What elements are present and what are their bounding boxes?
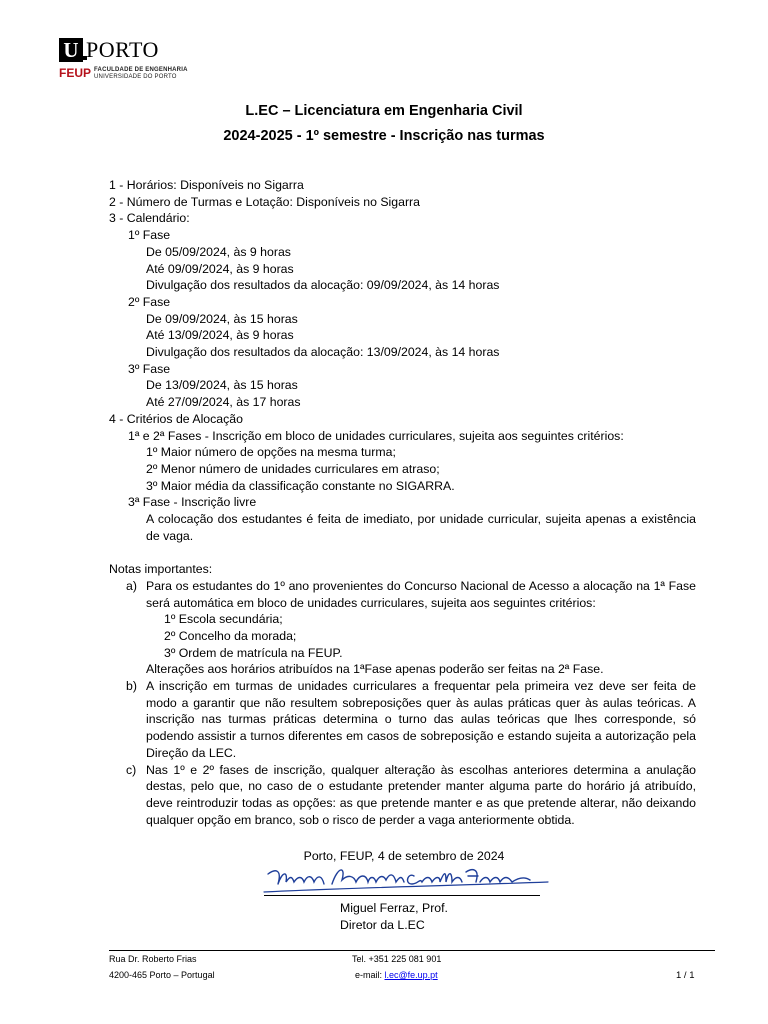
note-a-criteria-2: 2º Concelho da morada; — [164, 628, 297, 643]
item-criteria: 4 - Critérios de Alocação — [109, 411, 243, 426]
item-calendar: 3 - Calendário: — [109, 211, 190, 226]
footer-email-link[interactable]: l.ec@fe.up.pt — [384, 970, 438, 980]
phase-2-end: Até 13/09/2024, às 9 horas — [146, 328, 294, 343]
phase-1-end: Até 09/09/2024, às 9 horas — [146, 261, 294, 276]
logo-u-mark: U — [59, 38, 83, 62]
document-title: L.EC – Licenciatura em Engenharia Civil — [245, 103, 523, 119]
notes-heading: Notas importantes: — [109, 562, 213, 577]
document-subtitle: 2024-2025 - 1º semestre - Inscrição nas turmas — [223, 128, 545, 144]
criteria-phase-3: 3ª Fase - Inscrição livre — [128, 495, 257, 510]
criteria-2: 2º Menor número de unidades curriculares em atraso; — [146, 461, 440, 476]
phase-3-start: De 13/09/2024, às 15 horas — [146, 378, 298, 393]
phase-2-start: De 09/09/2024, às 15 horas — [146, 311, 298, 326]
item-classes: 2 - Número de Turmas e Lotação: Disponíveis no Sigarra — [109, 194, 420, 209]
footer-email — [355, 970, 438, 981]
page-number: 1 / 1 — [676, 970, 695, 981]
criteria-3: 3º Maior média da classificação constante no SIGARRA. — [146, 478, 455, 493]
item-schedules: 1 - Horários: Disponíveis no Sigarra — [109, 178, 304, 192]
note-b-marker: b) — [126, 679, 137, 694]
note-b-text: A inscrição em turmas de unidades curriculares a frequentar pela primeira vez deve ser feita de modo a garantir que não resultem sobreposições quer às aulas práticas quer às aulas teóricas. A inscrição nas turmas práticas determina o turno das aulas teóricas que lhes corresponde, só podendo assistir a turnos diferentes em casos de sobreposição e estando sujeita a autorização pela Direção da LEC. — [146, 679, 696, 760]
note-c-marker: c) — [126, 762, 137, 777]
phase-3-end: Até 27/09/2024, às 17 horas — [146, 395, 301, 410]
phase-3-heading: 3º Fase — [128, 361, 171, 376]
footer-phone: Tel. +351 225 081 901 — [352, 954, 442, 964]
footer-email-label: e-mail: — [355, 970, 385, 980]
note-a-criteria-3: 3º Ordem de matrícula na FEUP. — [164, 645, 343, 660]
note-a-text: Para os estudantes do 1º ano provenientes do Concurso Nacional de Acesso a alocação na 1ª Fase será automática em bloco de unidades curriculares, sujeita aos seguintes critérios: — [146, 578, 696, 610]
footer-divider — [109, 950, 715, 951]
signatory-name: Miguel Ferraz, Prof. — [340, 901, 448, 915]
note-a-marker: a) — [126, 578, 137, 593]
signatory-role: Diretor da L.EC — [340, 917, 425, 932]
criteria-phases-1-2: 1ª e 2ª Fases - Inscrição em bloco de unidades curriculares, sujeita aos seguintes critérios: — [128, 428, 624, 443]
footer-address-city: 4200-465 Porto – Portugal — [109, 970, 215, 980]
phase-1-heading: 1º Fase — [128, 228, 171, 243]
note-b — [109, 678, 696, 762]
place-date: Porto, FEUP, 4 de setembro de 2024 — [303, 849, 505, 863]
phase-2-heading: 2º Fase — [128, 294, 171, 309]
note-a-criteria-1: 1º Escola secundária; — [164, 612, 283, 627]
signature-line — [264, 895, 540, 896]
logo-faculty-line1: FACULDADE DE ENGENHARIA — [94, 67, 188, 73]
note-a-changes: Alterações aos horários atribuídos na 1ªFase apenas poderão ser feitas na 2ª Fase. — [146, 662, 604, 677]
note-c-text: Nas 1º e 2º fases de inscrição, qualquer alteração às escolhas anteriores determina a anulação destas, pelo que, no caso de o estudante pretender manter alguma parte do horário já atribuído, deve reintroduzir todas as opções: as que pretende manter e as que pretende alterar, não deixando qualquer opção em branco, sob o risco de perder a vaga anteriormente obtida. — [146, 762, 696, 827]
university-logo — [59, 36, 199, 86]
phase-2-results: Divulgação dos resultados da alocação: 13/09/2024, às 14 horas — [146, 345, 500, 360]
note-c — [109, 762, 696, 829]
criteria-phase-3-text: A colocação dos estudantes é feita de imediato, por unidade curricular, sujeita apenas a existência de vaga. — [146, 512, 696, 543]
phase-1-start: De 05/09/2024, às 9 horas — [146, 244, 291, 259]
phase-1-results: Divulgação dos resultados da alocação: 09/09/2024, às 14 horas — [146, 278, 500, 293]
logo-feup-text: FEUP — [59, 66, 92, 80]
logo-faculty-line2: UNIVERSIDADE DO PORTO — [94, 73, 177, 80]
footer-address-street: Rua Dr. Roberto Frias — [109, 954, 197, 964]
logo-porto-text: PORTO — [86, 37, 159, 62]
note-a — [109, 578, 696, 611]
signatory — [340, 900, 448, 933]
logo-faculty-text — [94, 67, 188, 80]
document-body — [109, 177, 696, 828]
criteria-1: 1º Maior número de opções na mesma turma; — [146, 445, 396, 460]
